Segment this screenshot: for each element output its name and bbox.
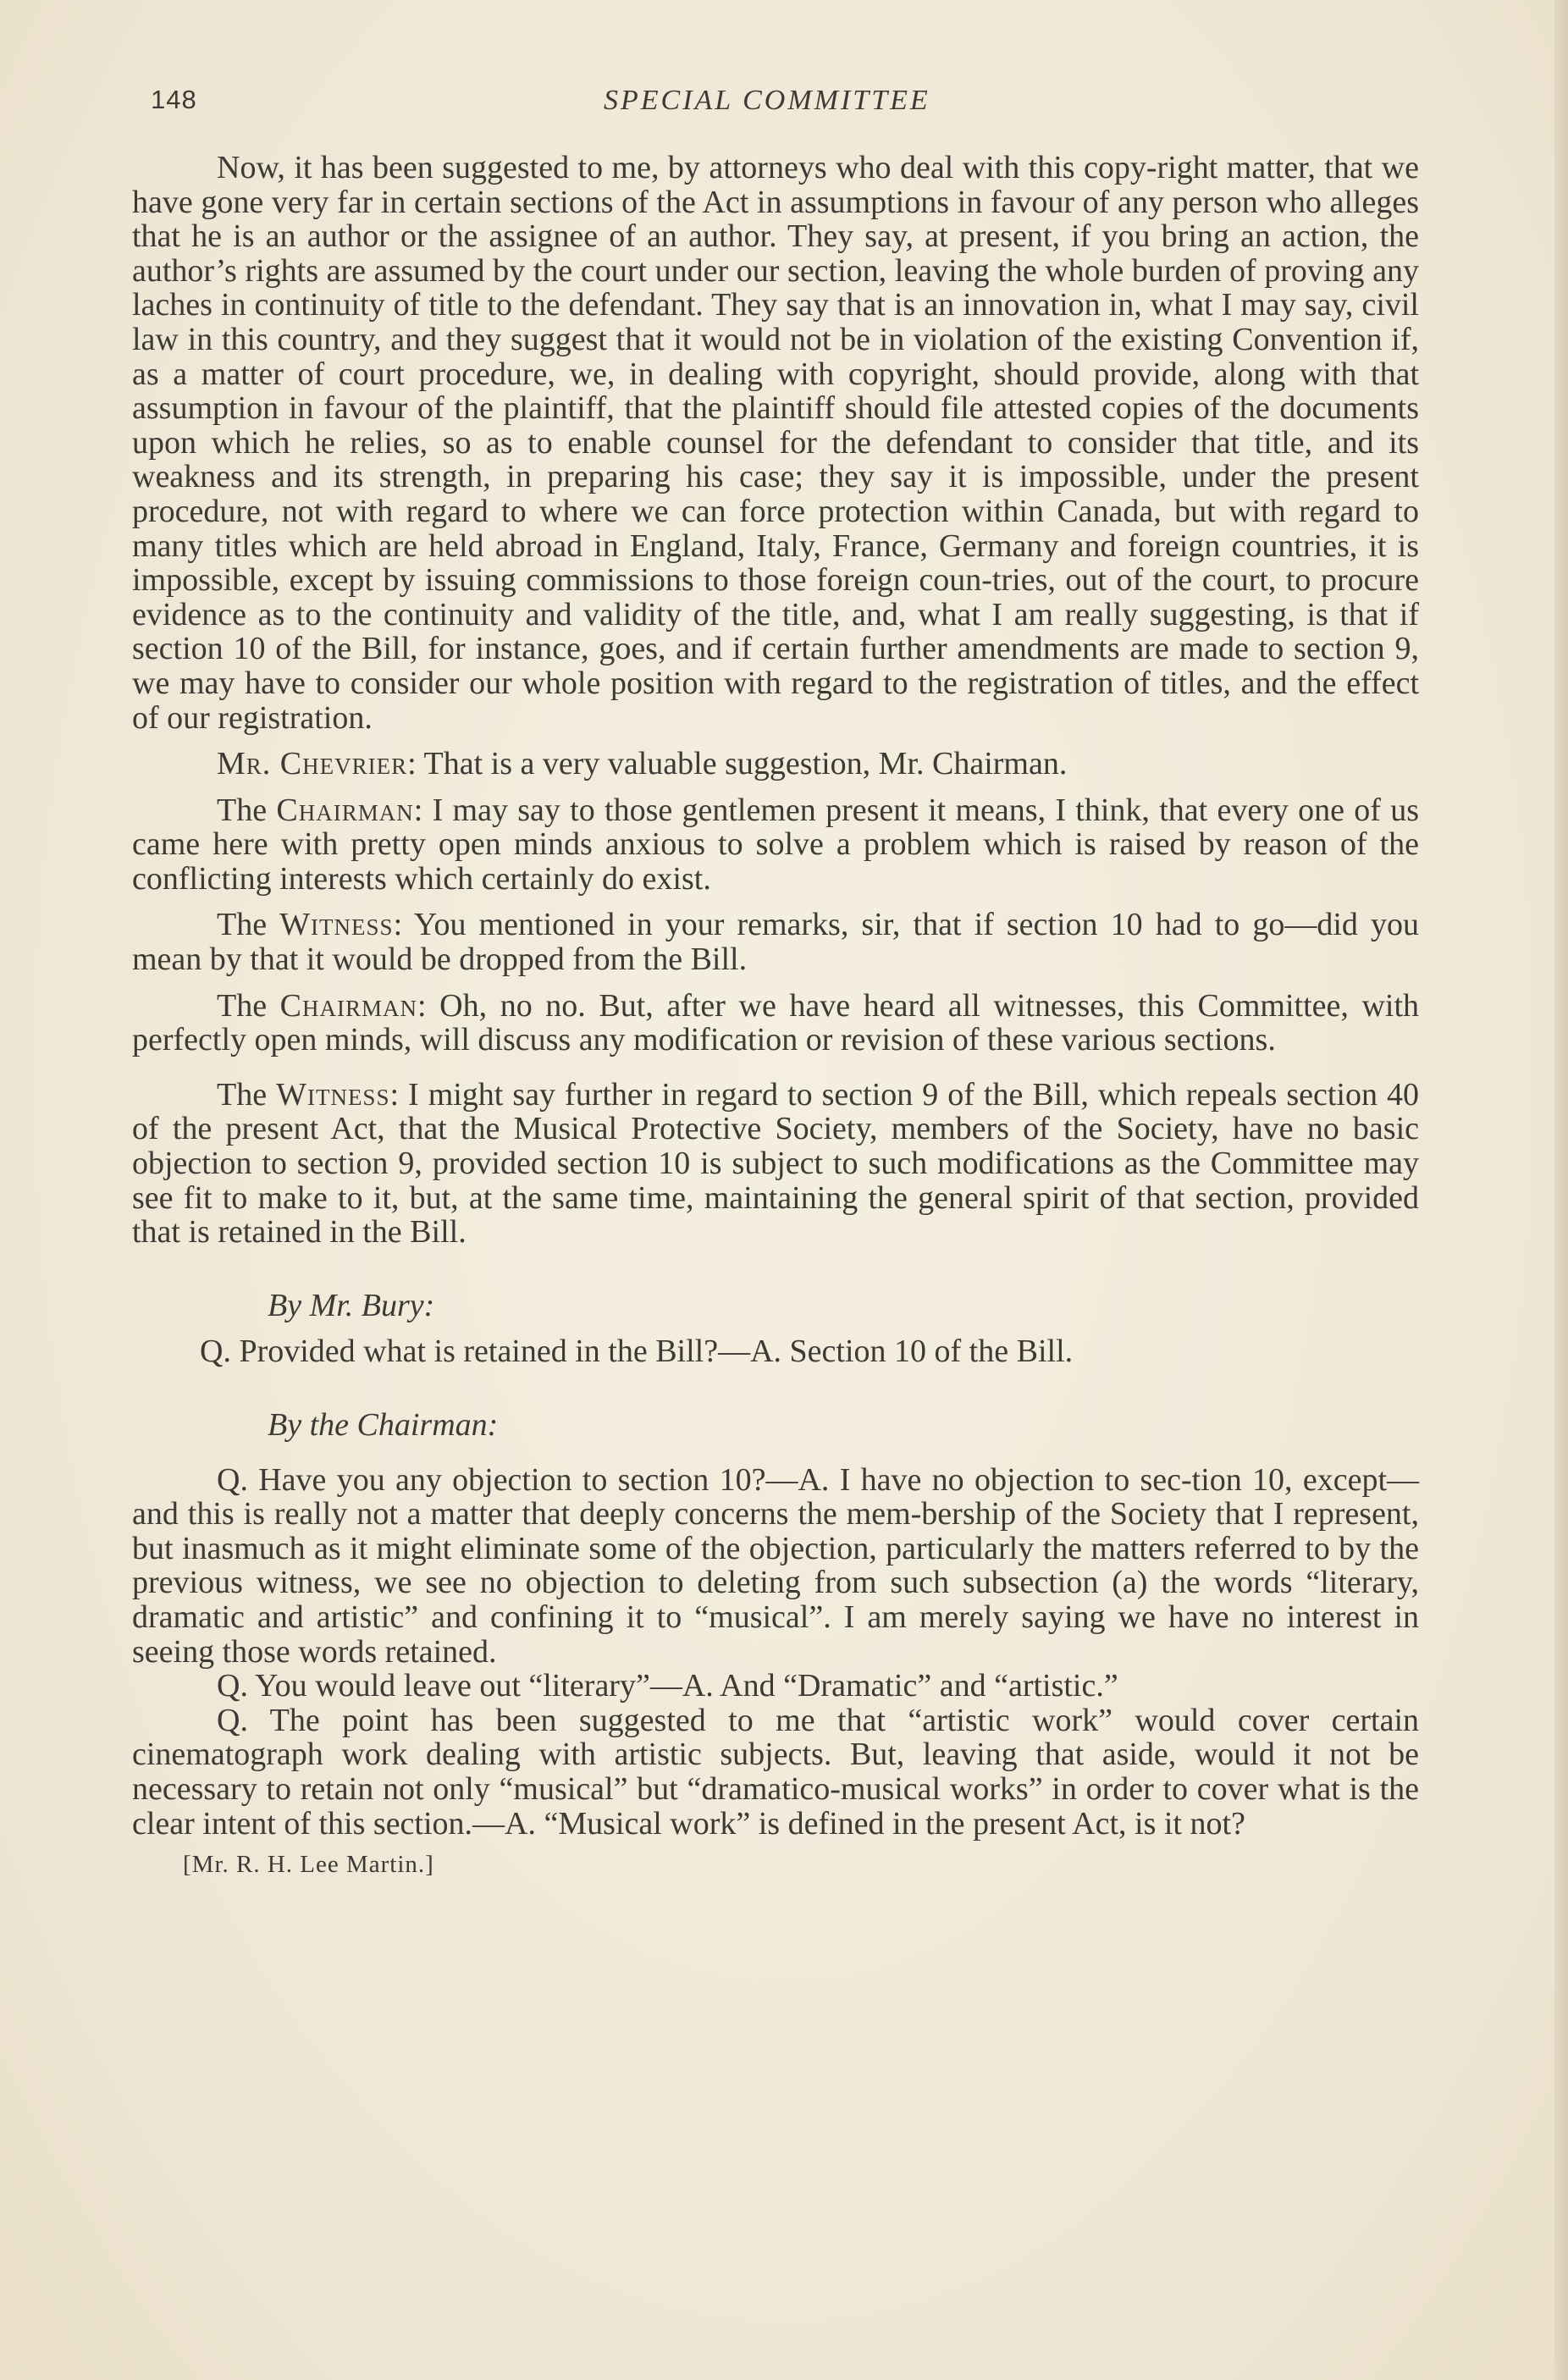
paragraph-chairman	[132, 989, 1419, 1057]
speaker-prefix: The	[217, 907, 280, 943]
speaker-name: Witness	[279, 907, 394, 943]
question-answer: Q. Have you any objection to section 10?—A. I have no objection to sec-tion 10, except—and this is really not a matter that deeply concerns the mem-bership of the Society that I represent, but inasmuch as it might eliminate some of the objection, particularly the matters referred to by the previous witness, we see no objection to deleting from such subsection (a) the words “literary, dramatic and artistic” and confining it to “musical”. I am merely saying we have no interest in seeing those words retained.	[132, 1461, 1419, 1670]
paragraph-witness	[132, 908, 1419, 976]
witness-footer: [Mr. R. H. Lee Martin.]	[183, 1851, 434, 1879]
speaker-name: Chairman	[279, 987, 418, 1024]
speaker-name: Mr. Chevrier	[217, 746, 408, 782]
speech-text: : I may say to those gentlemen present it means, I think, that every one of us came here with pretty open minds anxious to solve a problem which is raised by reason of the conflicting interests which certainly do exist.	[132, 792, 1420, 897]
running-head: SPECIAL COMMITTEE	[604, 85, 930, 116]
examiner-heading: By the Chairman:	[268, 1407, 499, 1443]
speech-text: : I might say further in regard to section 9 of the Bill, which repeals section 40 of the present Act, that the Musical Protective Society, members of the Society, have no basic objection to section 9, provided section 10 is subject to such modifications as the Committee may see fit to make to it, but, at the same time, maintaining the general spirit of that section, provided that is retained in the Bill.	[132, 1076, 1420, 1251]
speech-text: : You mentioned in your remarks, sir, that if section 10 had to go—did you mean by that it would be dropped from the Bill.	[132, 907, 1419, 978]
speech-text: : Oh, no no. But, after we have heard all witnesses, this Committee, with perfectly open minds, will discuss any modification or revision of these various sections.	[132, 987, 1419, 1058]
speaker-prefix: The	[217, 792, 277, 828]
paragraph-witness	[132, 1078, 1419, 1250]
paragraph-chairman	[132, 793, 1419, 897]
speaker-prefix: The	[217, 1076, 277, 1113]
paragraph-speech: Now, it has been suggested to me, by attorneys who deal with this copy-right matter, that we have gone very far in certain sections of the Act in assumptions in favour of any person who alleges that he is an author or the assignee of an author. They say, at present, if you bring an action, the author’s rights are assumed by the court under our section, leaving the whole burden of proving any laches in continuity of title to the defendant. They say that is an innovation in, what I may say, civil law in this country, and they suggest that it would not be in violation of the existing Convention if, as a matter of court procedure, we, in dealing with copyright, should provide, along with that assumption in favour of the plaintiff, that the plaintiff should file attested copies of the documents upon which he relies, so as to enable counsel for the defendant to consider that title, and its weakness and its strength, in preparing his case; they say it is impossible, under the present procedure, not with regard to where we can force protection within Canada, but with regard to many titles which are held abroad in England, Italy, France, Germany and foreign countries, it is impossible, except by issuing commissions to those foreign coun-tries, out of the court, to procure evidence as to the continuity and validity of the title, and, what I am really suggesting, is that if section 10 of the Bill, for instance, goes, and if certain further amendments are made to section 9, we may have to consider our whole position with regard to the registration of titles, and the effect of our registration.	[132, 150, 1419, 736]
examiner-heading: By Mr. Bury:	[268, 1287, 435, 1323]
page-edge	[1554, 0, 1568, 2380]
speaker-name: Witness	[276, 1076, 390, 1113]
page-body	[132, 151, 1419, 1882]
page-header	[151, 85, 1421, 127]
paragraph-chevrier	[132, 747, 1419, 781]
question-answer: Q. You would leave out “literary”—A. And “Dramatic” and “artistic.”	[217, 1668, 1118, 1704]
speaker-name: Chairman	[276, 792, 414, 828]
page-number: 148	[151, 85, 197, 114]
speaker-prefix: The	[217, 987, 280, 1024]
question-answer: Q. Provided what is retained in the Bill?—A. Section 10 of the Bill.	[200, 1334, 1074, 1370]
question-answer: Q. The point has been suggested to me that “artistic work” would cover certain cinematograph work dealing with artistic subjects. But, leaving that aside, would it not be necessary to retain not only “musical” but “dramatico-musical works” in order to cover what is the clear intent of this section.—A. “Musical work” is defined in the present Act, is it not?	[132, 1702, 1419, 1842]
speech-text: : That is a very valuable suggestion, Mr. Chairman.	[407, 746, 1068, 782]
